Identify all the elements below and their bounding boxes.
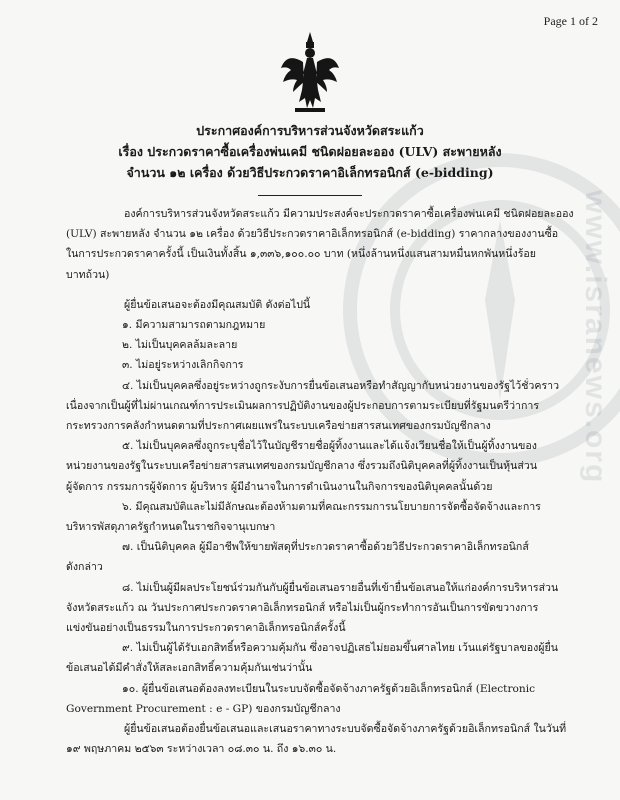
intro-line: ในการประกวดราคาครั้งนี้ เป็นเงินทั้งสิ้น ๑,๓๓๖,๑๐๐.๐๐ บาท (หนึ่งล้านหนึ่งแสนสามหมื่นหกพันหนึ่งร้อย [66,248,536,261]
list-item: ๔. ไม่เป็นบุคคลซึ่งอยู่ระหว่างถูกระงับการยื่นข้อเสนอหรือทำสัญญากับหน่วยงานของรัฐไว้ชั่วคราว [122,379,560,392]
page-number: Page 1 of 2 [543,14,598,28]
list-item-continuation: เนื่องจากเป็นผู้ที่ไม่ผ่านเกณฑ์การประเมินผลการปฏิบัติงานของผู้ประกอบการตามระเบียบที่รัฐมนตรีว่าการ [66,399,540,412]
list-item-continuation: บริหารพัสดุภาครัฐกำหนดในราชกิจจานุเบกษา [66,521,276,534]
title-divider [258,195,362,196]
closing-line: ๑๙ พฤษภาคม ๒๕๖๓ ระหว่างเวลา ๐๘.๓๐ น. ถึง ๑๖.๓๐ น. [66,743,337,756]
closing-line: ผู้ยื่นข้อเสนอต้องยื่นข้อเสนอและเสนอราคาทางระบบจัดซื้อจัดจ้างภาครัฐด้วยอิเล็กทรอนิกส์ ในวันที่ [124,723,567,736]
garuda-emblem-icon [277,30,343,114]
intro-line: องค์การบริหารส่วนจังหวัดสระแก้ว มีความประสงค์จะประกวดราคาซื้อเครื่องพ่นเคมี ชนิดฝอยละออง [124,208,574,220]
intro-line: (ULV) สะพายหลัง จำนวน ๑๒ เครื่อง ด้วยวิธีประกวดราคาอิเล็กทรอนิกส์ (e-bidding) ราคากลางของงานซื้อ [66,228,559,241]
list-item: ๗. เป็นนิติบุคคล ผู้มีอาชีพให้ขายพัสดุที่ประกวดราคาซื้อด้วยวิธีประกวดราคาอิเล็กทรอนิกส์ [122,541,529,554]
list-item: ๑๐. ผู้ยื่นข้อเสนอต้องลงทะเบียนในระบบจัดซื้อจัดจ้างภาครัฐด้วยอิเล็กทรอนิกส์ (Electronic [122,682,536,695]
list-item-continuation: แข่งขันอย่างเป็นธรรมในการประกวดราคาอิเล็กทรอนิกส์ครั้งนี้ [66,622,346,635]
list-item: ๒. ไม่เป็นบุคคลล้มละลาย [122,339,238,352]
list-item-continuation: ดังกล่าว [66,561,103,574]
list-item-continuation: ข้อเสนอได้มีคำสั่งให้สละเอกสิทธิ์ความคุ้มกันเช่นว่านั้น [66,662,313,675]
list-item-continuation: Government Procurement : e - GP) ของกรมบัญชีกลาง [66,702,341,715]
title-line-2: เรื่อง ประกวดราคาซื้อเครื่องพ่นเคมี ชนิดฝอยละออง (ULV) สะพายหลัง [118,144,502,159]
announcement-title [0,120,620,183]
list-item: ๑. มีความสามารถตามกฎหมาย [122,319,266,332]
document-body [66,204,606,759]
qualifications-heading: ผู้ยื่นข้อเสนอจะต้องมีคุณสมบัติ ดังต่อไปนี้ [124,298,311,311]
title-line-3: จำนวน ๑๒ เครื่อง ด้วยวิธีประกวดราคาอิเล็กทรอนิกส์ (e-bidding) [126,165,494,180]
list-item: ๕. ไม่เป็นบุคคลซึ่งถูกระบุชื่อไว้ในบัญชีรายชื่อผู้ทิ้งงานและได้แจ้งเวียนชื่อให้เป็นผู้ทิ้งงานของ [122,440,537,453]
watermark-text: www.isranews.org [579,190,612,485]
list-item-continuation: ผู้จัดการ กรรมการผู้จัดการ ผู้บริหาร ผู้มีอำนาจในการดำเนินงานในกิจการของนิติบุคคลนั้นด้วย [66,480,493,493]
list-item-continuation: กระทรวงการคลังกำหนดตามที่ประกาศเผยแพร่ในระบบเครือข่ายสารสนเทศของกรมบัญชีกลาง [66,420,491,433]
list-item: ๓. ไม่อยู่ระหว่างเลิกกิจการ [122,359,244,372]
intro-line: บาทถ้วน) [66,268,110,281]
list-item: ๙. ไม่เป็นผู้ได้รับเอกสิทธิ์หรือความคุ้มกัน ซึ่งอาจปฏิเสธไม่ยอมขึ้นศาลไทย เว้นแต่รัฐบาลของผู้ยื่น [122,642,558,655]
list-item: ๘. ไม่เป็นผู้มีผลประโยชน์ร่วมกันกับผู้ยื่นข้อเสนอรายอื่นที่เข้ายื่นข้อเสนอให้แก่องค์การบริหารส่วน [122,581,559,594]
list-item-continuation: จังหวัดสระแก้ว ณ วันประกาศประกวดราคาอิเล็กทรอนิกส์ หรือไม่เป็นผู้กระทำการอันเป็นการขัดขวางการ [66,601,539,614]
list-item: ๖. มีคุณสมบัติและไม่มีลักษณะต้องห้ามตามที่คณะกรรมการนโยบายการจัดซื้อจัดจ้างและการ [122,500,541,513]
list-item-continuation: หน่วยงานของรัฐในระบบเครือข่ายสารสนเทศของกรมบัญชีกลาง ซึ่งรวมถึงนิติบุคคลที่ผู้ทิ้งงานเป็นหุ้นส่วน [66,460,538,473]
title-line-1: ประกาศองค์การบริหารส่วนจังหวัดสระแก้ว [196,123,424,138]
